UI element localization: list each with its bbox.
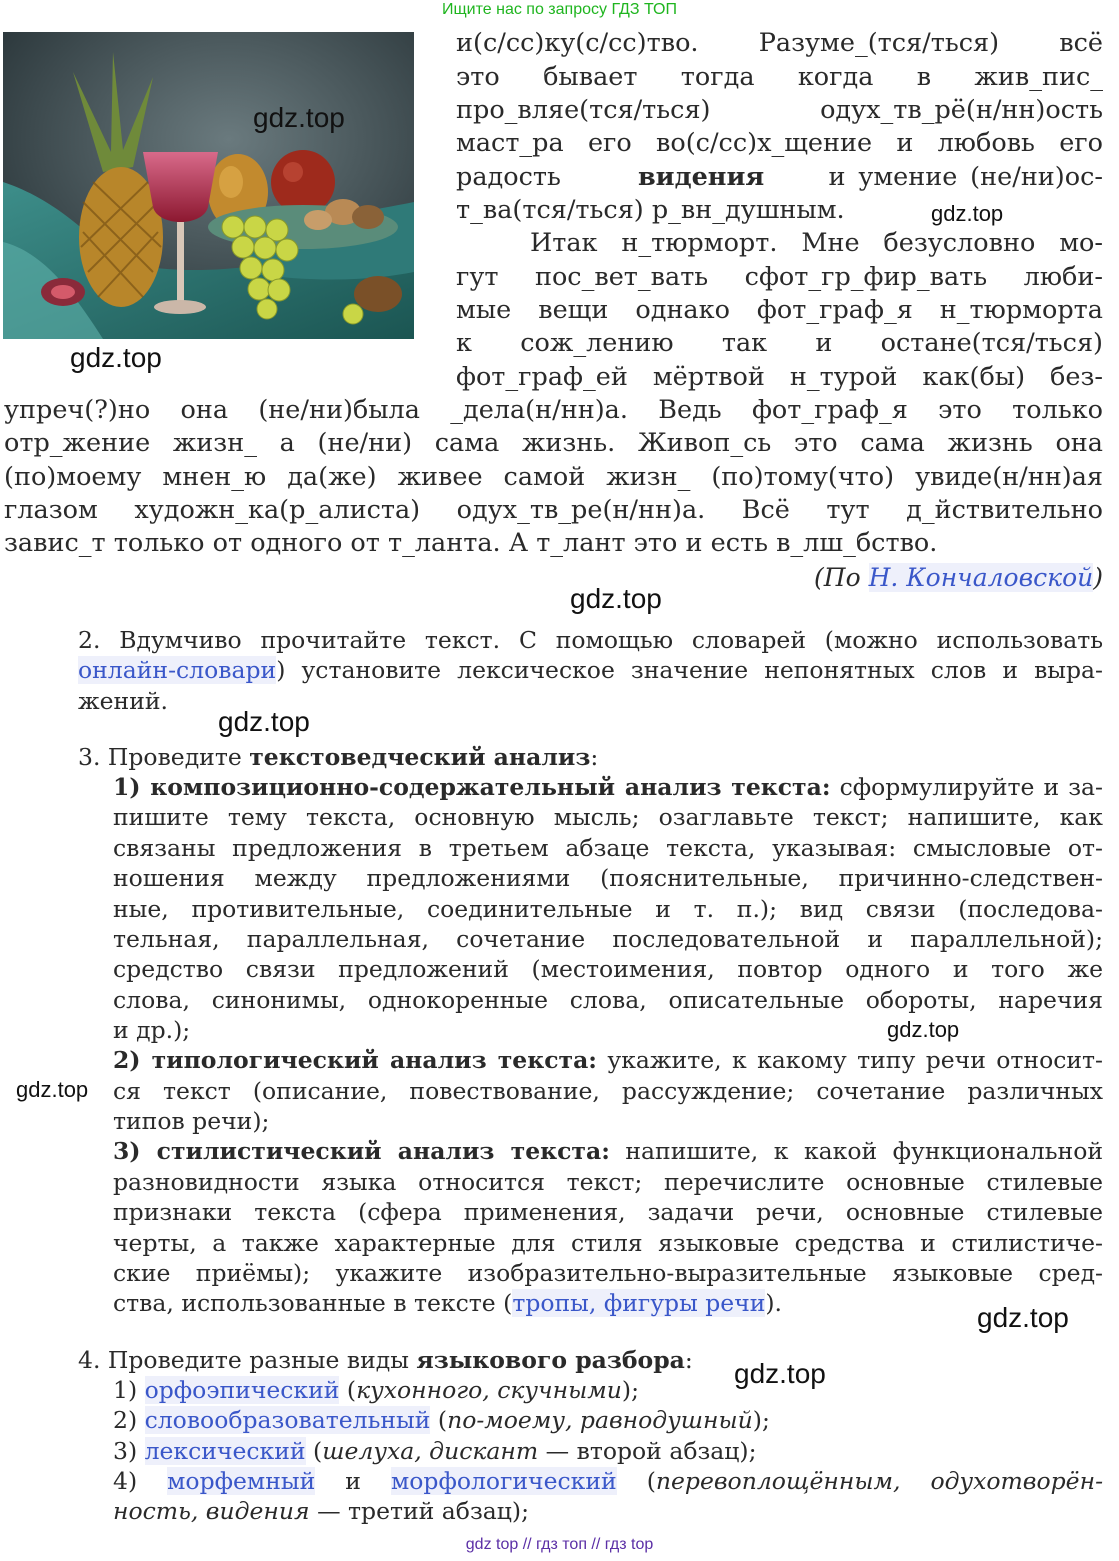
task3-line	[113, 1045, 1103, 1075]
task3-line: средство связи предложений (местоимения, повтор одного и того же	[113, 955, 1103, 983]
task3-p3-bold: 3) стилистический анализ текста:	[113, 1137, 610, 1165]
passage-word: и умение (не/ни)ос-	[828, 162, 1104, 192]
morphological-link[interactable]: морфологический	[390, 1467, 617, 1495]
task2-line: 2. Вдумчиво прочитайте текст. С помощью словарей (можно использовать	[78, 626, 1103, 654]
item-examples: по-моему, равнодушный	[447, 1406, 753, 1434]
item-text: (	[305, 1437, 323, 1465]
item-number: 1)	[113, 1376, 145, 1404]
task3-heading	[78, 742, 778, 772]
task4-item	[113, 1375, 813, 1405]
task3-line: и др.);	[113, 1016, 191, 1044]
passage-word: гут пос_вет_вать сфот_гр_фир_вать люби-	[456, 262, 1103, 292]
tropes-figures-link[interactable]: тропы, фигуры речи	[512, 1289, 766, 1317]
task4-lead: 4. Проведите разные виды	[78, 1346, 417, 1374]
task3-text: сформулируйте и за-	[830, 773, 1103, 801]
watermark: gdz.top	[977, 1302, 1069, 1333]
online-dictionaries-link[interactable]: онлайн-словари	[78, 656, 277, 684]
orthoepic-link[interactable]: орфоэпический	[144, 1376, 340, 1404]
passage-line: и(с/сс)ку(с/сс)тво. Разуме_(тся/ться) всё	[456, 28, 1103, 58]
watermark: gdz.top	[70, 342, 162, 373]
task3-lead-end: :	[590, 743, 599, 771]
item-examples: кухонного, скучными	[356, 1376, 622, 1404]
item-text: );	[752, 1406, 770, 1434]
watermark: gdz.top	[734, 1358, 826, 1389]
watermark: gdz.top	[218, 706, 310, 737]
passage-line: упреч(?)но она (не/ни)была _дела(н/нн)а. Ведь фот_граф_я это только	[4, 395, 1103, 425]
still-life-photo	[3, 32, 414, 339]
item-text: (	[616, 1467, 656, 1495]
item-examples: шелуха, дискант	[322, 1437, 539, 1465]
morphemic-link[interactable]: морфемный	[167, 1467, 316, 1495]
passage-line: мые вещи однако фот_граф_я н_тюрморта	[456, 295, 1103, 325]
top-banner[interactable]: Ищите нас по запросу ГДЗ ТОП	[442, 1, 677, 18]
task3-line: слова, синонимы, однокоренные слова, описательные обороты, наречия	[113, 986, 1103, 1014]
task4-lead-bold: языкового разбора	[416, 1346, 685, 1374]
passage-line	[456, 161, 1103, 194]
passage-line	[456, 261, 1103, 294]
watermark: gdz.top	[887, 1017, 960, 1042]
task3-line	[113, 1136, 1103, 1166]
task4-item-cont	[113, 1496, 813, 1526]
author-link[interactable]: Н. Кончаловской	[868, 563, 1094, 592]
attribution-open: (По	[814, 563, 869, 592]
item-examples: ность, видения	[113, 1497, 310, 1525]
passage-line: Итак н_тюрморт. Мне безусловно мо-	[530, 228, 1103, 258]
task4-heading	[78, 1345, 778, 1375]
passage-line: фот_граф_ей мёртвой н_турой как(бы) без-	[456, 362, 1103, 392]
task4-lead-end: :	[684, 1346, 693, 1374]
passage-line: завис_т только от одного от т_ланта. А т_лант это и есть в_лш_бство.	[4, 528, 938, 558]
item-text: (	[430, 1406, 448, 1434]
task3-text: ства, использованные в тексте (	[113, 1289, 513, 1317]
task3-text: напишите, к какой функциональной	[609, 1137, 1104, 1165]
task2-text: ) установите лексическое значение непонятных слов и выра-	[276, 656, 1103, 684]
passage-line: маст_ра его во(с/сс)х_щение и любовь его	[456, 128, 1103, 158]
passage-word: радость	[456, 162, 561, 192]
task3-line: типов речи);	[113, 1107, 270, 1135]
item-number: 3)	[113, 1437, 145, 1465]
still-life-photo-icon	[3, 32, 414, 339]
item-text: — второй абзац);	[538, 1437, 757, 1465]
passage-line: глазом художн_ка(р_алиста) одух_тв_ре(н/нн)а. Всё тут д_йствительно	[4, 495, 1103, 525]
task3-line: ные, противительные, соединительные и т. п.); вид связи (последова-	[113, 895, 1103, 923]
item-text: — третий абзац);	[309, 1497, 529, 1525]
passage-line: это бывает тогда когда в жив_пис_	[456, 62, 1103, 92]
item-text: (	[339, 1376, 357, 1404]
footer-links[interactable]: gdz top // гдз топ // гдз top	[465, 1536, 654, 1553]
task3-line: связаны предложения в третьем абзаце текста, указывая: смысловые от-	[113, 834, 1103, 862]
task2-line	[78, 655, 1103, 685]
task3-line: тельная, параллельная, сочетание последовательной и параллельной);	[113, 925, 1103, 953]
passage-line: к сож_лению так и остане(тся/ться)	[456, 328, 1103, 358]
task3-line	[113, 1288, 913, 1318]
task4-item	[113, 1466, 1103, 1496]
item-number: 4)	[113, 1467, 168, 1495]
passage-line: отр_жение жизн_ а (не/ни) сама жизнь. Живоп_сь это сама жизнь она	[4, 428, 1103, 458]
watermark: gdz.top	[253, 102, 345, 133]
watermark: gdz.top	[570, 583, 662, 614]
task3-text: ).	[765, 1289, 783, 1317]
passage-bold-word: видения	[637, 162, 765, 192]
lexical-link[interactable]: лексический	[144, 1437, 306, 1465]
task3-p2-bold: 2) типологический анализ текста:	[113, 1046, 597, 1074]
task2-line: жений.	[78, 687, 168, 715]
passage-line: про_вляе(тся/ться) одух_тв_рё(н/нн)ость	[456, 95, 1103, 125]
task3-lead-bold: текстоведческий анализ	[249, 743, 591, 771]
task4-item	[113, 1436, 913, 1466]
watermark: gdz.top	[16, 1077, 89, 1102]
item-examples: перевоплощённым, одухотворён-	[655, 1467, 1104, 1495]
item-number: 2)	[113, 1406, 145, 1434]
task3-line: признаки текста (сфера применения, задачи речи, основные стилевые	[113, 1198, 1103, 1226]
task4-item	[113, 1405, 913, 1435]
attribution-close: )	[1093, 563, 1103, 592]
task3-text: укажите, к какому типу речи относит-	[596, 1046, 1103, 1074]
task3-line: ся текст (описание, повествование, рассуждение; сочетание различных	[113, 1077, 1103, 1105]
task3-line	[113, 772, 1103, 802]
passage-line: (по)моему мнен_ю да(же) живее самой жизн_ (по)тому(что) увиде(н/нн)ая	[4, 462, 1103, 492]
passage-line: т_ва(тся/ться) р_вн_душным.	[456, 195, 845, 225]
item-text: );	[621, 1376, 639, 1404]
word-formation-link[interactable]: словообразовательный	[144, 1406, 431, 1434]
task3-line: ские приёмы); укажите изобразительно-выразительные языковые сред-	[113, 1259, 1103, 1287]
task3-line: пишите тему текста, основную мысль; озаглавьте текст; напишите, как	[113, 803, 1103, 831]
task3-line: ношения между предложениями (пояснительные, причинно-следствен-	[113, 864, 1103, 892]
attribution	[814, 561, 1103, 594]
task3-line: разновидности языка относится текст; перечислите основные стилевые	[113, 1168, 1103, 1196]
task3-p1-bold: 1) композиционно-содержательный анализ текста:	[113, 773, 831, 801]
task3-line: черты, а также характерные для стиля языковые средства и стилистиче-	[113, 1229, 1103, 1257]
task3-lead: 3. Проведите	[78, 743, 250, 771]
watermark: gdz.top	[931, 201, 1004, 226]
item-text: и	[315, 1467, 391, 1495]
